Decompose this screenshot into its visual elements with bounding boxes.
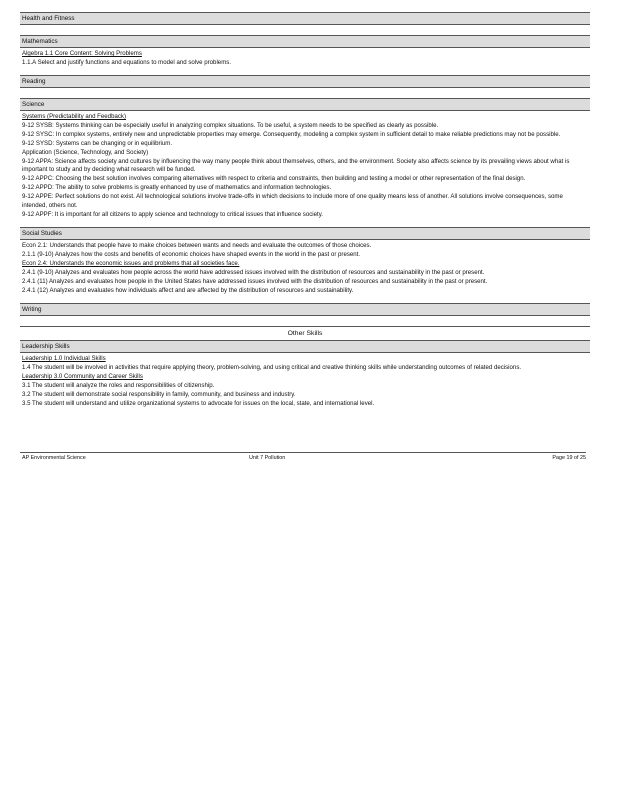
section-header-mathematics: Mathematics [20, 35, 590, 48]
standard-line: 2.4.1 (9-10) Analyzes and evaluates how people across the world have addressed issues involved with the distribution of resources and sustainability in the past or present. [22, 268, 485, 276]
standard-heading: Algebra 1.1 Core Content: Solving Problems [22, 50, 142, 57]
section-header-social-studies: Social Studies [20, 227, 590, 240]
section-header-health: Health and Fitness [20, 12, 590, 25]
standard-heading: Leadership 3.0 Community and Career Skills [22, 372, 143, 380]
section-header-leadership: Leadership Skills [20, 340, 590, 353]
standard-line: 9-12 SYSD: Systems can be changing or in equilibrium. [22, 140, 173, 147]
footer-course: AP Environmental Science [22, 455, 86, 461]
standard-line: 9-12 APPC: Choosing the best solution involves comparing alternatives with respect to criteria and constraints, then building and testing a model or other representation of the final design. [22, 175, 526, 183]
footer-unit: Unit 7 Pollution [249, 455, 286, 461]
other-skills-title: Other Skills [287, 329, 323, 337]
standard-line: 3.5 The student will understand and utilize organizational systems to advocate for issues on the local, state, and international level. [22, 399, 375, 407]
section-body-writing [20, 316, 590, 322]
section-header-writing: Writing [20, 303, 590, 316]
page-footer [20, 452, 586, 461]
standard-line: 9-12 APPE: Perfect solutions do not exist. All technological solutions involve trade-offs in which decisions to include more of one quality means less of another. All solutions involve consequences, some intended, others not. [22, 193, 563, 209]
section-body-health [20, 25, 590, 31]
standard-line: 3.1 The student will analyze the roles and responsibilities of citizenship. [22, 381, 215, 389]
standard-line: 1.1.A Select and justify functions and equations to model and solve problems. [22, 59, 232, 66]
standard-line: 9-12 APPD: The ability to solve problems is greatly enhanced by use of mathematics and information technologies. [22, 184, 332, 192]
section-body-science [20, 111, 590, 223]
section-body-reading [20, 88, 590, 94]
standard-line: 2.4.1 (11) Analyzes and evaluates how people in the United States have addressed issues involved with the distribution of resources and sustainability in the past or present. [22, 277, 488, 285]
standard-line: 9-12 APPF: It is important for all citizens to apply science and technology to critical issues that influence society. [22, 210, 323, 218]
standard-line: 9-12 SYSB: Systems thinking can be especially useful in analyzing complex situations. To be useful, a system needs to be specified as clearly as possible. [22, 122, 439, 129]
standard-line: 9-12 APPA: Science affects society and cultures by influencing the way many people think about themselves, others, and the environment. Society also affects science by its prevailing views about what is important to study and by deciding what research will be funded. [22, 158, 570, 174]
standard-line: 9-12 SYSC: In complex systems, entirely new and unpredictable properties may emerge. Consequently, modeling a complex system in sufficient detail to make reliable predictions may not be possible. [22, 131, 561, 138]
section-header-reading: Reading [20, 75, 590, 88]
standard-line: 2.1.1 (9-10) Analyzes how the costs and benefits of economic choices have shaped events in the world in the past or present. [22, 250, 361, 258]
standard-line: Econ 2.1: Understands that people have to make choices between wants and needs and evaluate the outcomes of those choices. [22, 241, 372, 249]
other-skills-block [20, 326, 590, 412]
section-body-leadership [20, 353, 590, 412]
standard-heading: Systems (Predictability and Feedback) [22, 113, 126, 120]
section-body-mathematics [20, 48, 590, 71]
section-header-science: Science [20, 98, 590, 111]
standard-heading: Leadership 1.0 Individual Skills [22, 354, 106, 362]
standard-line: Application (Science, Technology, and Society) [22, 149, 149, 156]
standard-line: 1.4 The student will be involved in activities that require applying theory, problem-solving, and using critical and creative thinking skills while understanding outcomes of related decisions. [22, 363, 522, 371]
section-body-social-studies [20, 240, 590, 299]
standard-line: 2.4.1 (12) Analyzes and evaluates how individuals affect and are affected by the distribution of resources and sustainability. [22, 286, 354, 294]
document-page [20, 12, 590, 412]
standard-heading: Econ 2.4: Understands the economic issues and problems that all societies face. [22, 259, 240, 267]
standard-line: 3.2 The student will demonstrate social responsibility in family, community, and business and industry. [22, 390, 296, 398]
footer-page-number: Page 19 of 25 [552, 455, 586, 461]
